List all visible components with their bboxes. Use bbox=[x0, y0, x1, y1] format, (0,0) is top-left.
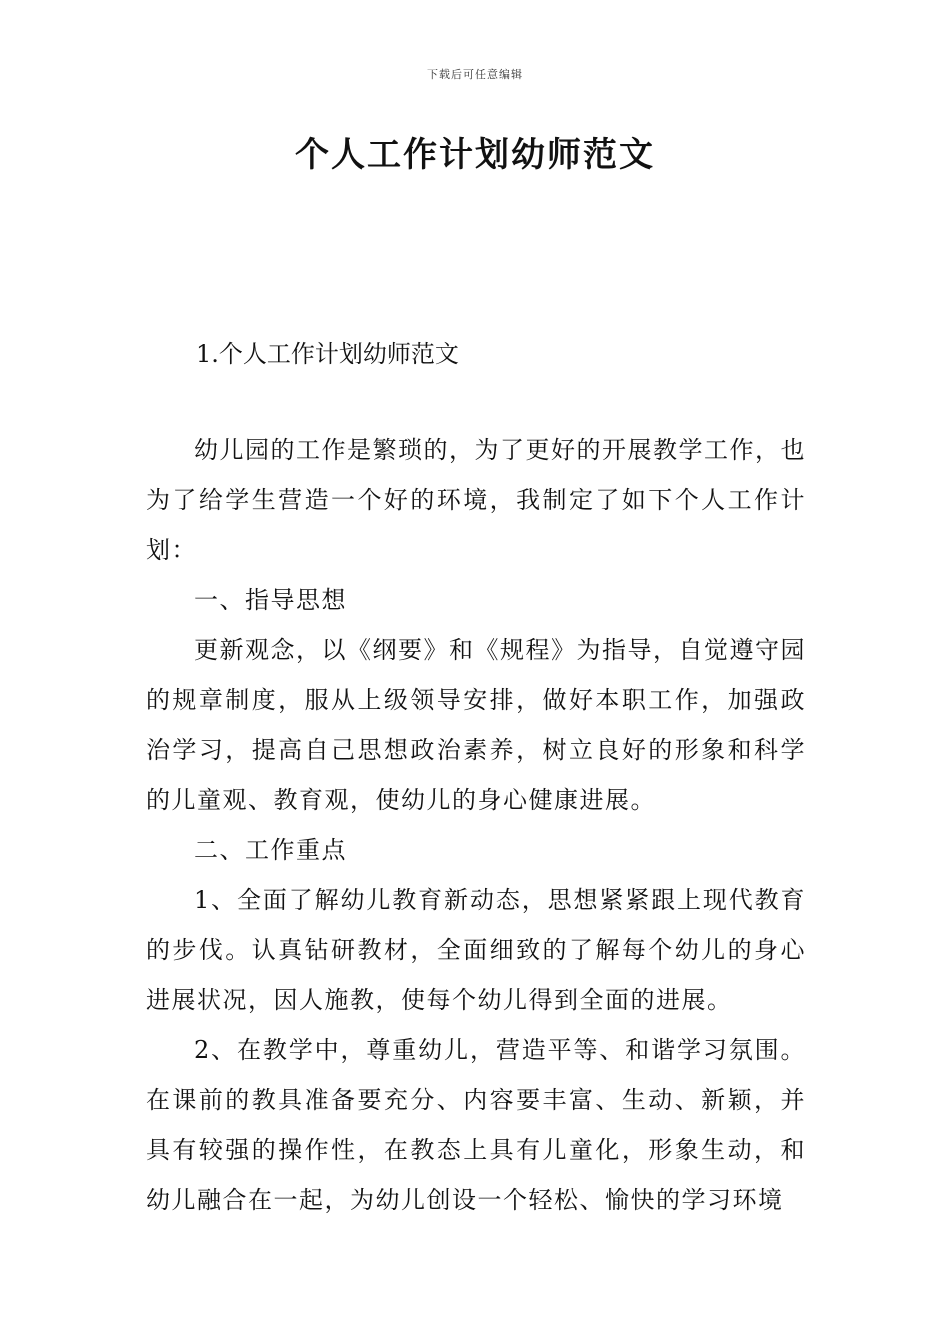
heading-work-focus: 二、工作重点 bbox=[194, 836, 347, 864]
document-title: 个人工作计划幼师范文 bbox=[295, 135, 655, 175]
header-note: 下载后可任意编辑 bbox=[427, 68, 523, 81]
section-title: 1.个人工作计划幼师范文 bbox=[196, 340, 459, 368]
paragraph-focus-2: 2、在教学中，尊重幼儿，营造平等、和谐学习氛围。在课前的教具准备要充分、内容要丰富、生动、新颖，并具有较强的操作性，在教态上具有儿童化，形象生动，和幼儿融合在一起，为幼儿创设一个轻松、愉快的学习环境 bbox=[146, 1036, 806, 1214]
paragraph-focus-1: 1、全面了解幼儿教育新动态，思想紧紧跟上现代教育的步伐。认真钻研教材，全面细致的了解每个幼儿的身心进展状况，因人施教，使每个幼儿得到全面的进展。 bbox=[146, 886, 806, 1014]
paragraph-guiding-ideology: 更新观念，以《纲要》和《规程》为指导，自觉遵守园的规章制度，服从上级领导安排，做好本职工作，加强政治学习，提高自己思想政治素养，树立良好的形象和科学的儿童观、教育观，使幼儿的身心健康进展。 bbox=[146, 636, 806, 814]
paragraph-intro: 幼儿园的工作是繁琐的，为了更好的开展教学工作，也为了给学生营造一个好的环境，我制定了如下个人工作计划： bbox=[146, 436, 806, 564]
document-body bbox=[146, 425, 806, 1225]
heading-guiding-ideology: 一、指导思想 bbox=[194, 586, 347, 614]
